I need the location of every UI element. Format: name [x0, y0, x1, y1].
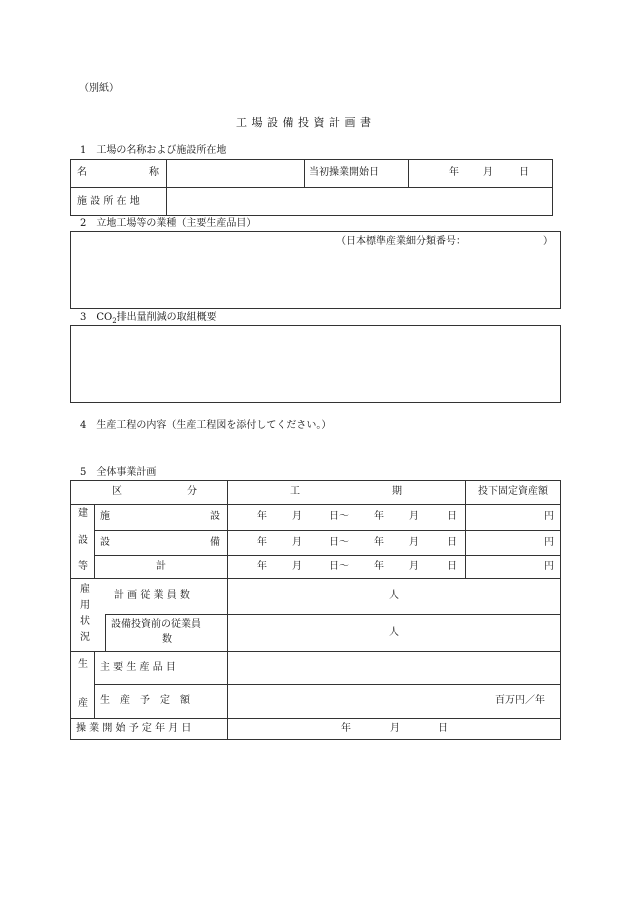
industry-field[interactable]: [70, 231, 561, 309]
period-year: 年: [257, 537, 267, 548]
start-date-year: 年: [449, 167, 459, 178]
planned-employees-label: 計 画 従 業 員 数: [114, 590, 190, 601]
facility-label: 施 設: [100, 511, 220, 522]
equipment-investment-field[interactable]: [466, 531, 554, 554]
employment-group-char: 用: [80, 600, 90, 611]
start-date-day: 日: [519, 167, 529, 178]
factory-name-field[interactable]: [167, 160, 303, 186]
jsic-code-close: ）: [543, 236, 553, 247]
facility-investment-field[interactable]: [466, 505, 554, 529]
start-date-month: 月: [483, 167, 493, 178]
construction-group-char: 等: [78, 561, 88, 572]
period-day-to: 日: [447, 537, 457, 548]
period-year: 年: [374, 561, 384, 572]
pre-investment-employees-label: 設備投資前の従業員: [111, 619, 201, 630]
period-month: 月: [409, 537, 419, 548]
pre-investment-employees-field[interactable]: [228, 615, 560, 650]
total-period-field[interactable]: [228, 556, 464, 577]
section3-heading: 3 $CO_2$排出量削減の取組概要: [80, 312, 217, 325]
equipment-period-field[interactable]: [228, 531, 464, 554]
period-year: 年: [257, 511, 267, 522]
operation-start-field[interactable]: [228, 719, 560, 739]
pre-investment-employees-label-cont: 数: [162, 634, 172, 645]
total-label: 計: [156, 560, 166, 572]
section5-heading: 5 全体事業計画: [80, 467, 157, 478]
construction-group-char: 設: [78, 535, 88, 546]
section2-heading: 2 立地工場等の業種（主要生産品目）: [80, 218, 257, 229]
period-year: 年: [257, 561, 267, 572]
production-group-char: 生: [78, 659, 88, 670]
document-title: 工 場 設 備 投 資 計 画 書: [236, 116, 372, 129]
period-month: 月: [409, 511, 419, 522]
plan-group-divider: [94, 651, 95, 718]
equipment-label: 設 備: [100, 536, 220, 548]
total-investment-field[interactable]: [466, 556, 554, 577]
facility-period-field[interactable]: [228, 505, 464, 529]
jsic-code-open: （日本標準産業細分類番号：: [336, 236, 466, 247]
start-date-label: 当初操業開始日: [309, 167, 379, 178]
plan-group-divider: [105, 614, 106, 651]
period-day-to: 日: [447, 561, 457, 572]
main-products-label: 主 要 生 産 品 目: [100, 661, 176, 673]
main-products-field[interactable]: [228, 652, 560, 683]
co2-reduction-field[interactable]: [70, 325, 561, 403]
period-month: 月: [292, 561, 302, 572]
planned-output-field[interactable]: [228, 685, 545, 717]
period-day-from: 日〜: [329, 511, 349, 522]
period-day-from: 日〜: [329, 537, 349, 548]
period-year: 年: [374, 537, 384, 548]
yen-unit: 円: [544, 536, 554, 548]
planned-employees-field[interactable]: [228, 579, 560, 613]
period-month: 月: [292, 537, 302, 548]
location-field[interactable]: [167, 188, 552, 215]
col-category-header: 区 分: [112, 486, 197, 497]
production-group-char: 産: [78, 698, 88, 709]
planned-output-label: 生 産 予 定 額: [100, 695, 190, 706]
employment-group-char: 雇: [80, 584, 90, 595]
period-year: 年: [374, 511, 384, 522]
location-label: 施 設 所 在 地: [77, 195, 140, 207]
attachment-label: （別紙）: [79, 83, 119, 94]
operation-year: 年: [341, 723, 351, 734]
construction-group-char: 建: [78, 508, 88, 519]
section1-mid-divider: [304, 159, 305, 187]
start-date-field[interactable]: [409, 160, 552, 186]
period-day-from: 日〜: [329, 561, 349, 572]
employment-group-char: 況: [80, 632, 90, 643]
yen-unit: 円: [544, 511, 554, 522]
period-day-to: 日: [447, 511, 457, 522]
col-investment-header: 投下固定資産額: [478, 486, 548, 497]
person-unit: 人: [389, 626, 399, 638]
operation-day: 日: [438, 723, 448, 734]
person-unit: 人: [389, 590, 399, 601]
section1-heading: 1 工場の名称および施設所在地: [80, 145, 227, 156]
period-month: 月: [292, 511, 302, 522]
yen-unit: 円: [544, 560, 554, 572]
period-month: 月: [409, 561, 419, 572]
operation-month: 月: [390, 723, 400, 734]
million-yen-per-year-unit: 百万円／年: [495, 695, 545, 706]
employment-group-char: 状: [80, 616, 90, 627]
operation-start-label: 操 業 開 始 予 定 年 月 日: [76, 723, 192, 734]
factory-name-label: 名 称: [77, 167, 159, 178]
col-period-header: 工 期: [290, 486, 402, 497]
section4-heading: 4 生産工程の内容（生産工程図を添付してください。）: [80, 420, 332, 431]
